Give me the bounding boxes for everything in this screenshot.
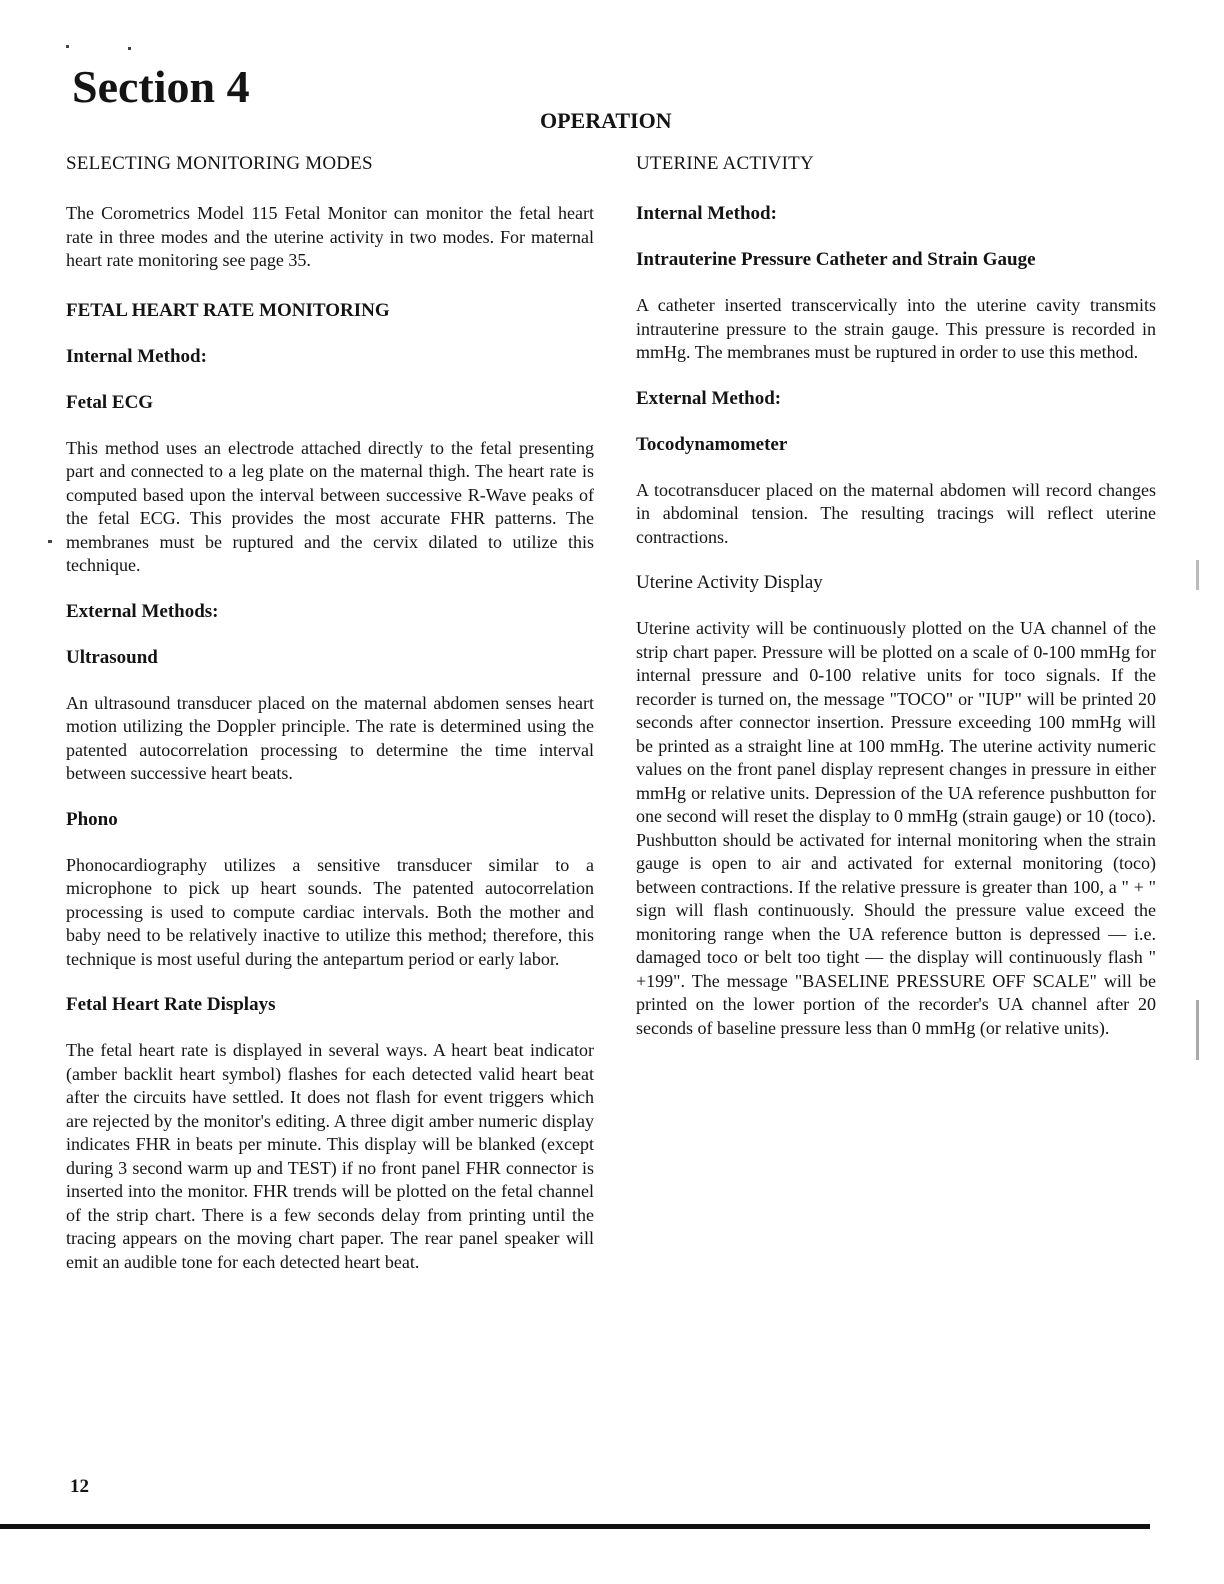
internal-method-heading: Internal Method: <box>66 345 207 367</box>
scan-speck <box>1196 560 1199 590</box>
page-number: 12 <box>70 1476 89 1497</box>
ua-display-heading: Uterine Activity Display <box>636 572 823 593</box>
external-method-heading-ua: External Method: <box>636 387 782 409</box>
scan-speck <box>128 47 131 50</box>
selecting-modes-text: The Corometrics Model 115 Fetal Monitor can monitor the fetal heart rate in three modes and the uterine activity in two modes. For maternal heart rate monitoring see page 35. <box>66 203 594 270</box>
scan-speck <box>1196 1000 1199 1060</box>
external-methods-heading: External Methods: <box>66 600 219 622</box>
uterine-activity-heading: UTERINE ACTIVITY <box>636 153 814 174</box>
operation-heading: OPERATION <box>540 108 672 133</box>
phono-heading: Phono <box>66 808 118 830</box>
scan-speck <box>66 45 69 48</box>
selecting-modes-heading: SELECTING MONITORING MODES <box>66 153 373 174</box>
fetal-ecg-heading: Fetal ECG <box>66 391 154 413</box>
fhr-displays-text: The fetal heart rate is displayed in several ways. A heart beat indicator (amber backlit heart symbol) flashes for each detected valid heart beat after the circuits have settled. It does not flash for event triggers which are rejected by the monitor's editing. A three digit amber numeric display indicates FHR in beats per minute. This display will be blanked (except during 3 second warm up and TEST) if no front panel FHR connector is inserted into the monitor. FHR trends will be plotted on the fetal channel of the strip chart. There is a few seconds delay from printing until the tracing appears on the moving chart paper. The rear panel speaker will emit an audible tone for each detected heart beat. <box>66 1040 594 1272</box>
scan-speck <box>48 540 52 543</box>
section-title: Section 4 <box>72 61 250 112</box>
scan-edge-rule <box>0 1524 1150 1529</box>
right-column <box>636 152 1156 1040</box>
left-column <box>66 152 594 1274</box>
ua-display-text: Uterine activity will be continuously plotted on the UA channel of the strip chart paper. Pressure will be plotted on a scale of 0-100 mmHg for internal pressure and 0-100 relative units for toco signals. If the recorder is turned on, the message "TOCO" or "IUP" will be printed 20 seconds after connector insertion. Pressure exceeding 100 mmHg will be printed as a straight line at 100 mmHg. The uterine activity numeric values on the front panel display represent changes in pressure in either mmHg or relative units. Depression of the UA reference pushbutton for one second will reset the display to 0 mmHg (strain gauge) or 10 (toco). Pushbutton should be activated for internal monitoring when the strain gauge is open to air and activated for external monitoring (toco) between contractions. If the relative pressure is greater than 100, a " + " sign will flash continuously. Should the pressure value exceed the monitoring range when the UA reference button is depressed — i.e. damaged toco or belt too tight — the display will continuously flash " +199". The message "BASELINE PRESSURE OFF SCALE" will be printed on the lower portion of the recorder's UA channel after 20 seconds of baseline pressure less than 0 mmHg (or relative units). <box>636 618 1156 1038</box>
iup-heading: Intrauterine Pressure Catheter and Strain Gauge <box>636 249 1036 270</box>
tocodynamometer-heading: Tocodynamometer <box>636 433 788 455</box>
ultrasound-heading: Ultrasound <box>66 646 158 668</box>
fetal-ecg-text: This method uses an electrode attached directly to the fetal presenting part and connected to a leg plate on the maternal thigh. The heart rate is computed based upon the interval between successive R-Wave peaks of the fetal ECG. This provides the most accurate FHR patterns. The membranes must be ruptured and the cervix dilated to utilize this technique. <box>66 437 594 575</box>
fhr-monitoring-heading: FETAL HEART RATE MONITORING <box>66 299 390 321</box>
internal-method-heading-ua: Internal Method: <box>636 203 777 224</box>
iup-text: A catheter inserted transcervically into the uterine cavity transmits intrauterine pressure to the strain gauge. This pressure is recorded in mmHg. The membranes must be ruptured in order to use this method. <box>636 295 1156 362</box>
ultrasound-text: An ultrasound transducer placed on the maternal abdomen senses heart motion utilizing the Doppler principle. The rate is determined using the patented autocorrelation processing to determine the time interval between successive heart beats. <box>66 692 594 783</box>
toco-text: A tocotransducer placed on the maternal abdomen will record changes in abdominal tension. The resulting tracings will reflect uterine contractions. <box>636 479 1156 547</box>
phono-text: Phonocardiography utilizes a sensitive transducer similar to a microphone to pick up heart sounds. The patented autocorrelation processing is used to compute cardiac intervals. Both the mother and baby need to be relatively inactive to utilize this method; therefore, this technique is most useful during the antepartum period or early labor. <box>66 854 594 969</box>
fhr-displays-heading: Fetal Heart Rate Displays <box>66 994 276 1015</box>
